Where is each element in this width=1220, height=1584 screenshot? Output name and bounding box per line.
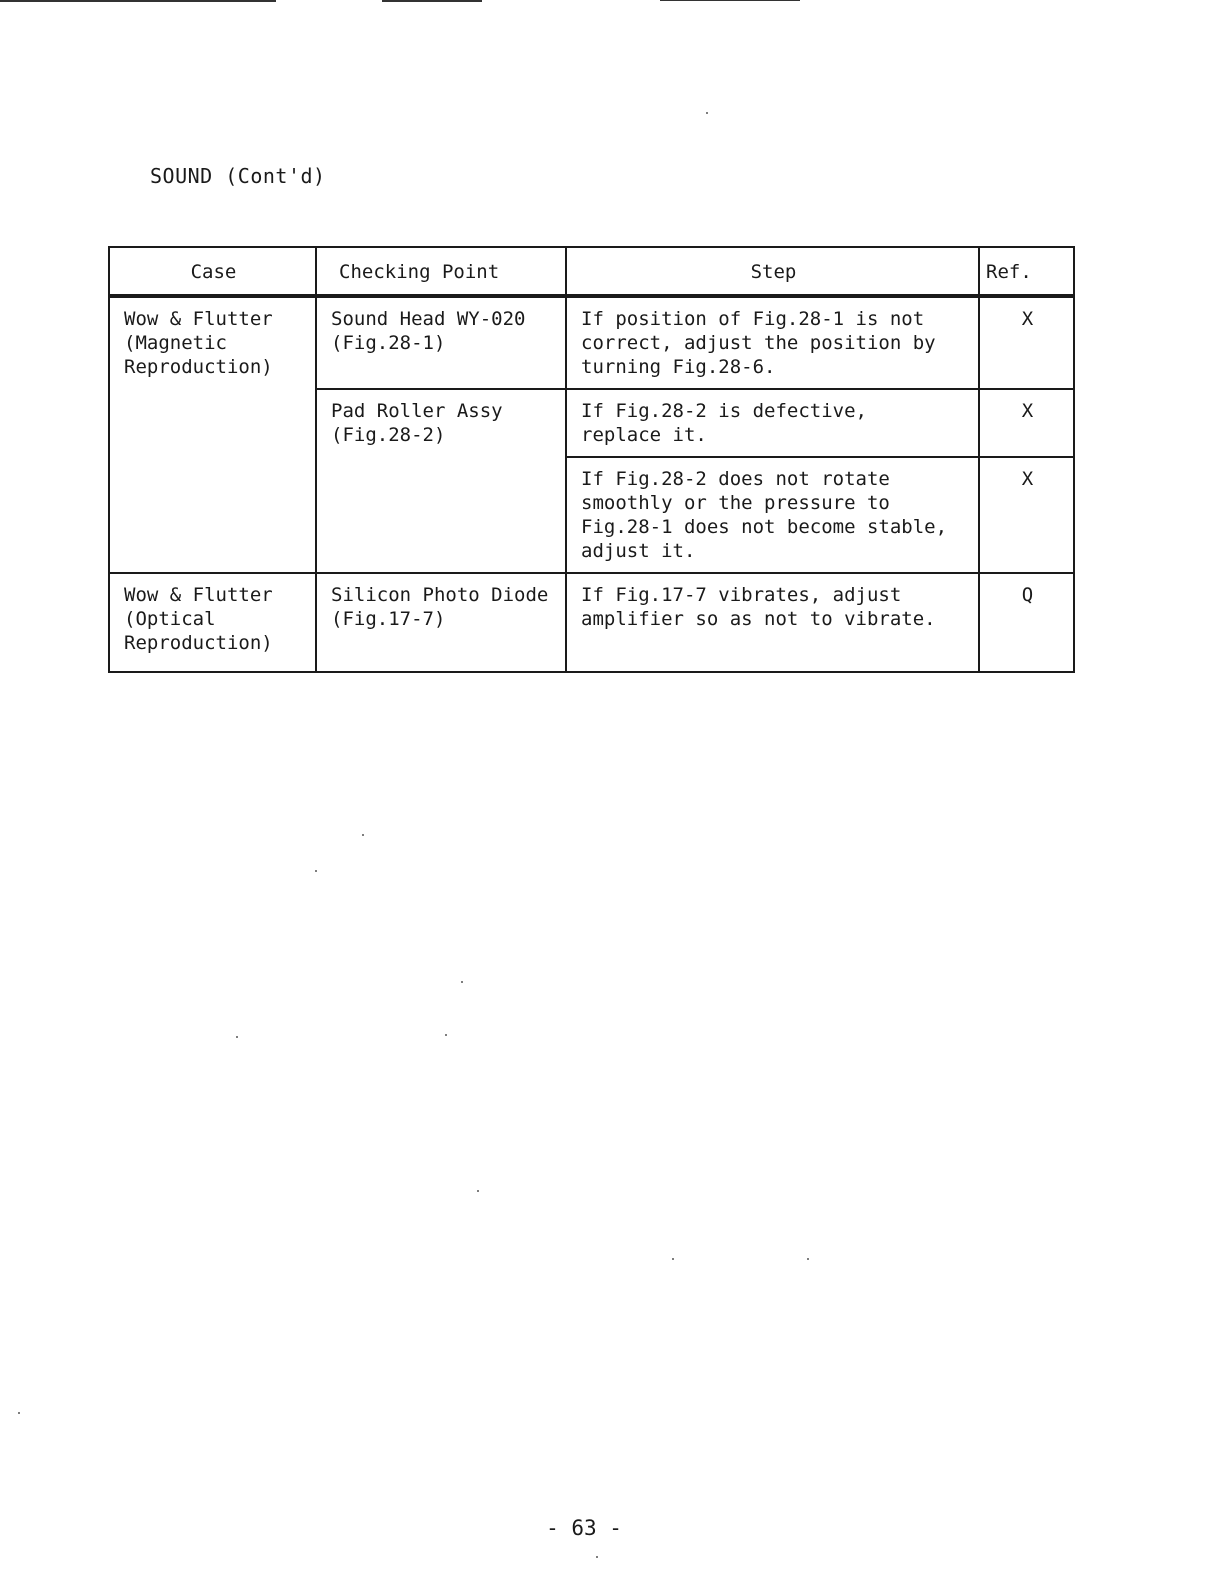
scan-artifact-top-left bbox=[0, 0, 276, 2]
step-cell: If Fig.28-2 is defective, replace it. bbox=[566, 389, 979, 457]
scan-speck bbox=[315, 870, 317, 872]
checking-point-cell: Silicon Photo Diode (Fig.17-7) bbox=[316, 573, 566, 672]
scan-speck bbox=[477, 1190, 479, 1192]
column-header-checking-point: Checking Point bbox=[316, 247, 566, 296]
ref-cell: X bbox=[979, 296, 1074, 389]
case-cell: Wow & Flutter (Magnetic Reproduction) bbox=[109, 296, 316, 573]
table-row bbox=[109, 296, 1074, 389]
column-header-case: Case bbox=[109, 247, 316, 296]
column-header-step: Step bbox=[566, 247, 979, 296]
checking-point-cell: Sound Head WY-020 (Fig.28-1) bbox=[316, 296, 566, 389]
table-header-row bbox=[109, 247, 1074, 296]
scan-speck bbox=[672, 1258, 674, 1260]
scan-speck bbox=[362, 834, 364, 836]
column-header-ref: Ref. bbox=[979, 247, 1074, 296]
table-row bbox=[109, 573, 1074, 672]
checking-point-cell: Pad Roller Assy (Fig.28-2) bbox=[316, 389, 566, 573]
scan-speck bbox=[807, 1258, 809, 1260]
scan-speck bbox=[461, 981, 463, 983]
scan-artifact-top-middle bbox=[382, 0, 482, 2]
scan-speck bbox=[18, 1412, 20, 1414]
step-cell: If position of Fig.28-1 is not correct, adjust the position by turning Fig.28-6. bbox=[566, 296, 979, 389]
scan-speck bbox=[706, 112, 708, 114]
ref-cell: X bbox=[979, 389, 1074, 457]
case-cell: Wow & Flutter (Optical Reproduction) bbox=[109, 573, 316, 672]
ref-cell: X bbox=[979, 457, 1074, 573]
step-cell: If Fig.28-2 does not rotate smoothly or the pressure to Fig.28-1 does not become stable, adjust it. bbox=[566, 457, 979, 573]
troubleshooting-table bbox=[108, 246, 1075, 673]
scan-speck bbox=[445, 1034, 447, 1036]
step-cell: If Fig.17-7 vibrates, adjust amplifier so as not to vibrate. bbox=[566, 573, 979, 672]
ref-cell: Q bbox=[979, 573, 1074, 672]
section-heading: SOUND (Cont'd) bbox=[150, 164, 326, 188]
scan-speck bbox=[596, 1556, 598, 1558]
scan-artifact-top-right bbox=[660, 0, 800, 1]
page-number: - 63 - bbox=[546, 1516, 622, 1540]
scan-speck bbox=[236, 1036, 238, 1038]
